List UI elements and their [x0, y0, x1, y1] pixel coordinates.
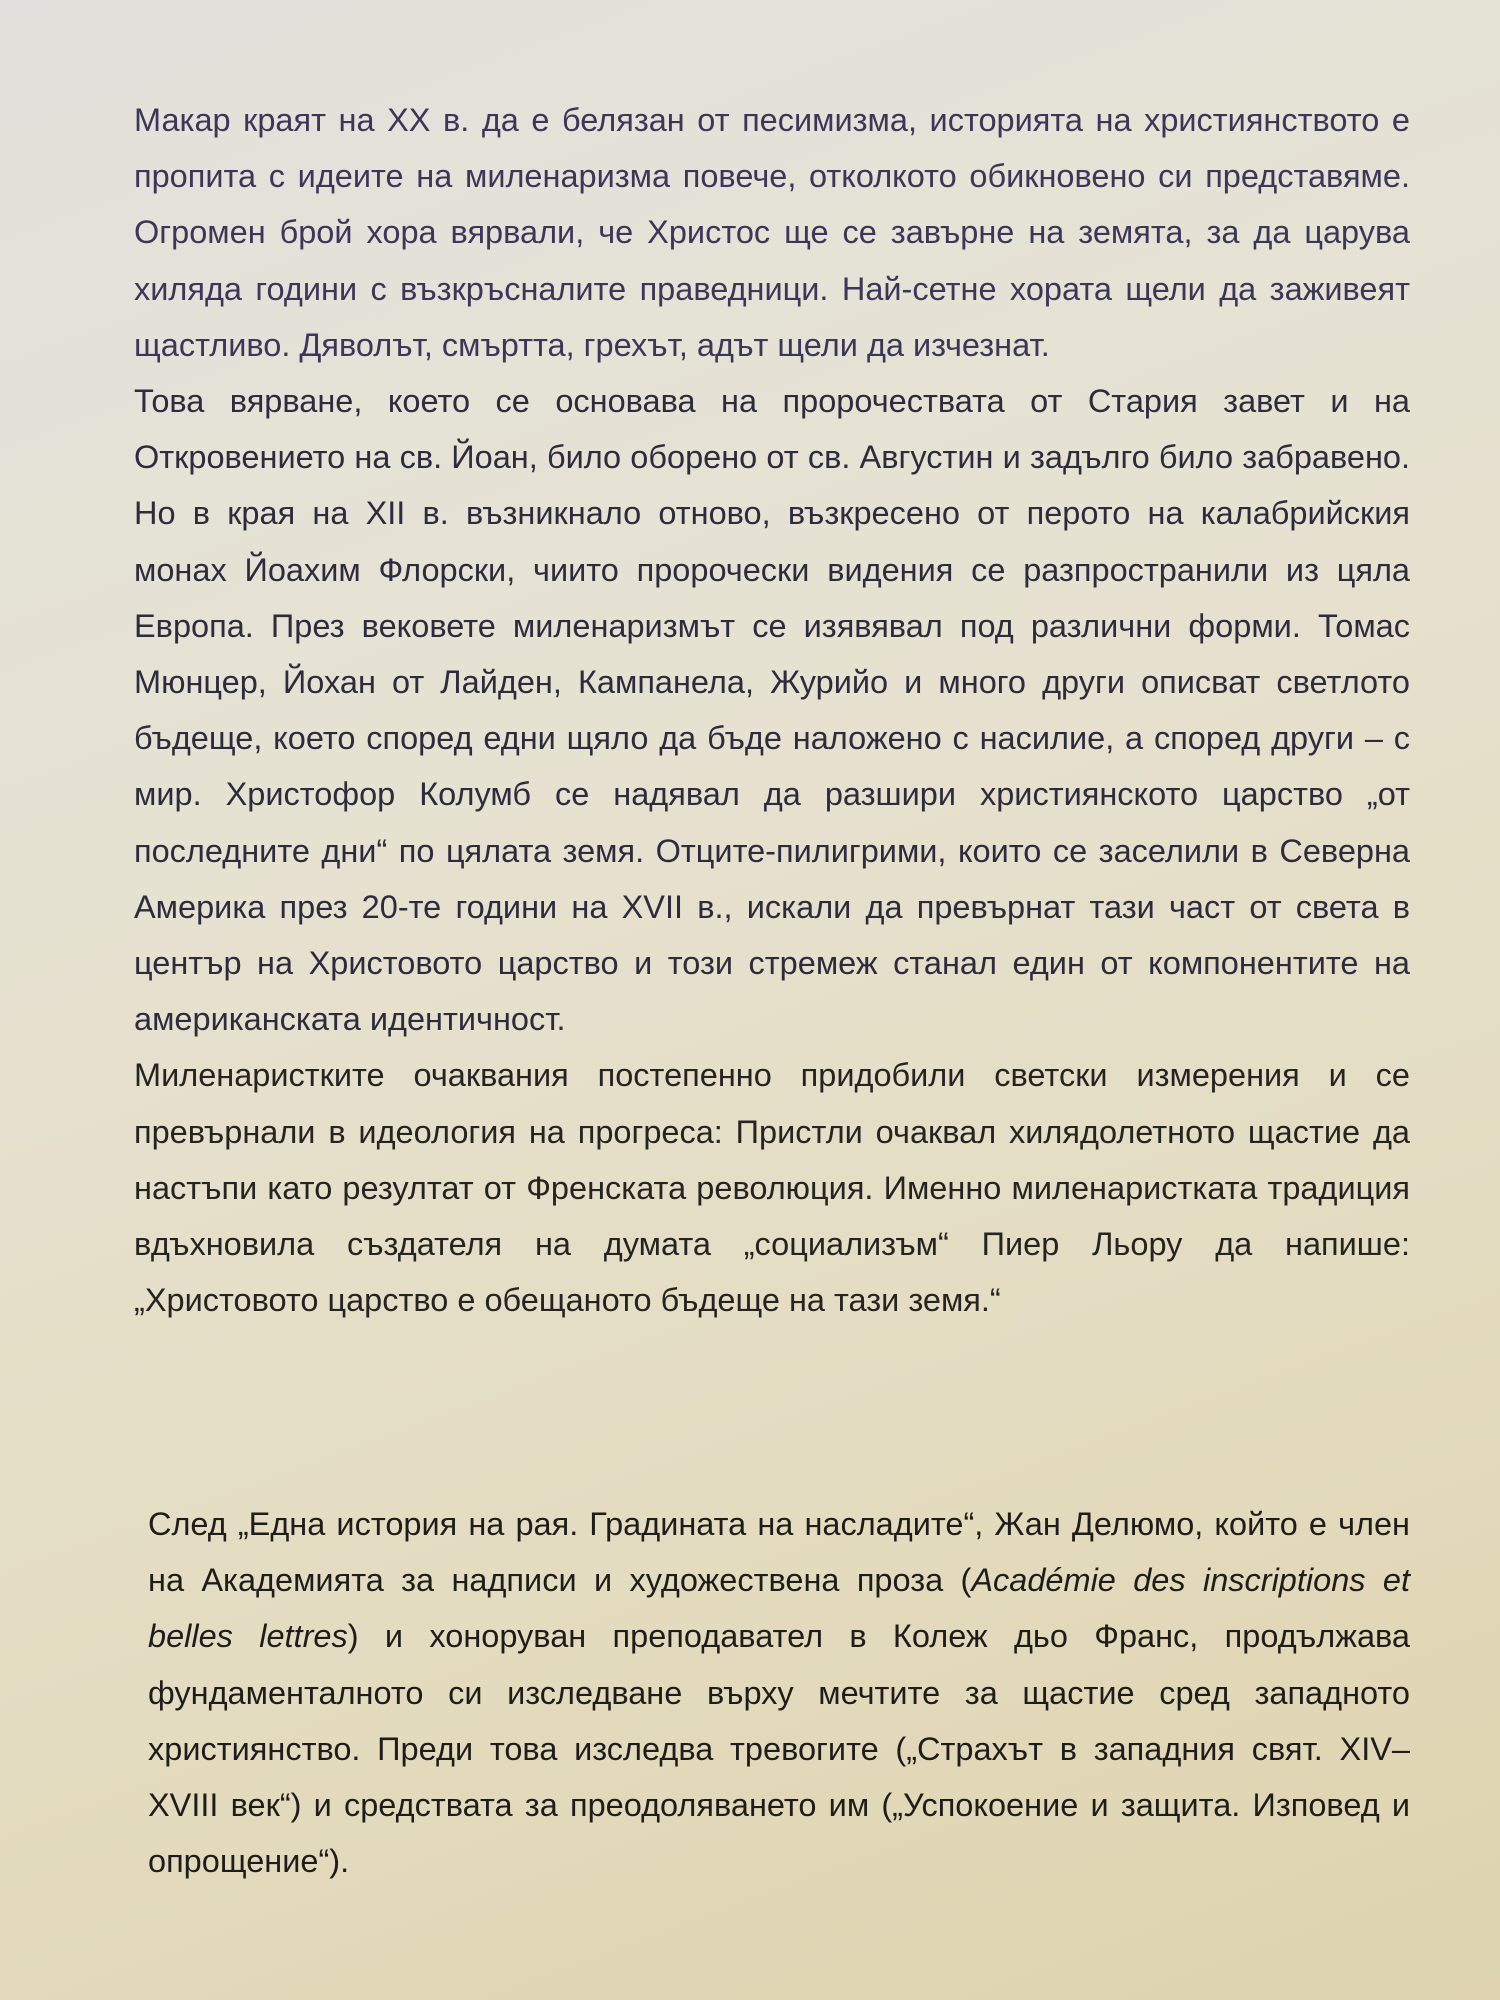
- author-bio-text-end: ) и хоноруван преподавател в Колеж дьо Франс, продължава фундаменталното си изследване върху мечтите за щастие сред западното християнство. Преди това изследва тревогите („Страхът в западния свят. XIV–XVIII век“) и средствата за преодоляването им („Успокоение и защита. Изповед и опрощение“).: [148, 1618, 1411, 1880]
- paragraph-secular-millenarianism: Миленаристките очаквания постепенно придобили светски измерения и се превърнали в идеология на прогреса: Пристли очаквал хилядолетното щастие да настъпи като резултат от Френската революция. Именно миленаристката традиция вдъхновила създателя на думата „социализъм“ Пиер Льору да напише: „Христовото царство е обещаното бъдеще на тази земя.“: [134, 1057, 1410, 1319]
- author-bio-text-start: След „Една история на рая. Градината на насладите“, Жан Делюмо, който е член на Академията за надписи и художествена проза (: [148, 1506, 1410, 1599]
- paragraph-millenarianism-intro: Макар краят на XX в. да е белязан от песимизма, историята на християнството е пропита с идеите на миленаризма повече, отколкото обикновено си представяме. Огромен брой хора вярвали, че Христос ще се завърне на земята, за да царува хиляда години с възкръсналите праведници. Най-сетне хората щели да заживеят щастливо. Дяволът, смъртта, грехът, адът щели да изчезнат.: [134, 102, 1410, 363]
- author-bio: [148, 1496, 1410, 1889]
- author-bio-italic-title: Académie des inscriptions et belles lettres: [148, 1562, 1410, 1655]
- paragraph-millenarianism-history: Това вярване, което се основава на пророчествата от Стария завет и на Откровението на св. Йоан, било оборено от св. Августин и задълго било забравено. Но в края на XII в. възникнало отново, възкресено от перото на калабрийския монах Йоахим Флорски, чиито пророчески видения се разпространили из цяла Европа. През вековете миленаризмът се изявявал под различни форми. Томас Мюнцер, Йохан от Лайден, Кампанела, Журийо и много други описват светлото бъдеще, което според едни щяло да бъде наложено с насилие, а според други – с мир. Христофор Колумб се надявал да разшири християнското царство „от последните дни“ по цялата земя. Отците-пилигрими, които се заселили в Северна Америка през 20-те години на XVII в., искали да превърнат тази част от света в център на Христовото царство и този стремеж станал един от компонентите на американската идентичност.: [134, 383, 1410, 1038]
- main-text: [134, 92, 1410, 1328]
